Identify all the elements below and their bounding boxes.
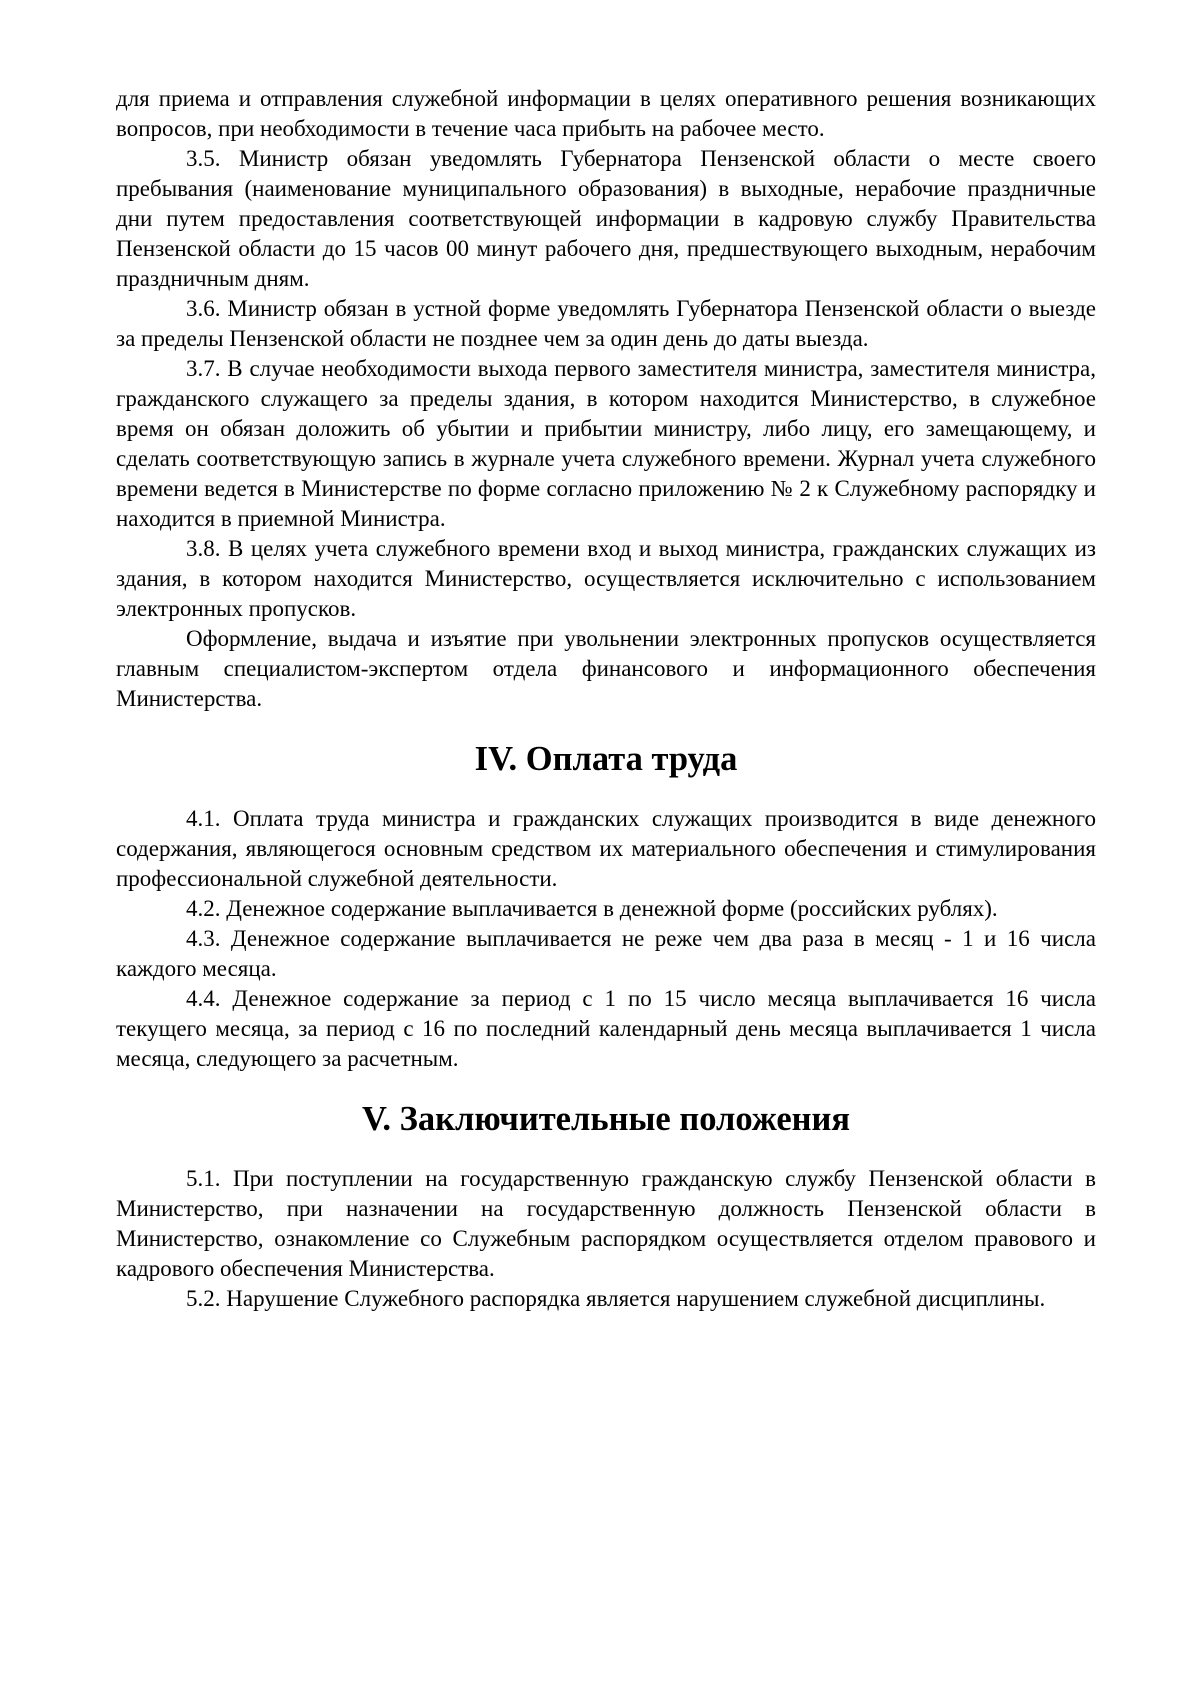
paragraph-4-3: 4.3. Денежное содержание выплачивается не реже чем два раза в месяц - 1 и 16 числа каждого месяца. bbox=[116, 926, 1096, 981]
paragraph-electronic-passes: Оформление, выдача и изъятие при увольнении электронных пропусков осуществляется главным специалистом-экспертом отдела финансового и информационного обеспечения Министерства. bbox=[116, 626, 1096, 711]
section-5-heading: V. Заключительные положения bbox=[361, 1100, 851, 1138]
section-4-heading: IV. Оплата труда bbox=[474, 740, 738, 778]
paragraph-5-2: 5.2. Нарушение Служебного распорядка является нарушением служебной дисциплины. bbox=[186, 1286, 1046, 1311]
paragraph-3-5: 3.5. Министр обязан уведомлять Губернатора Пензенской области о месте своего пребывания (наименование муниципального образования) в выходные, нерабочие праздничные дни путем предоставления соответствующей информации в кадровую службу Правительства Пензенской области до 15 часов 00 минут рабочего дня, предшествующего выходным, нерабочим праздничным дням. bbox=[116, 146, 1096, 291]
paragraph-4-1: 4.1. Оплата труда министра и гражданских служащих производится в виде денежного содержания, являющегося основным средством их материального обеспечения и стимулирования профессиональной служебной деятельности. bbox=[116, 806, 1096, 891]
paragraph-continuation: для приема и отправления служебной информации в целях оперативного решения возникающих вопросов, при необходимости в течение часа прибыть на рабочее место. bbox=[116, 86, 1096, 141]
paragraph-5-1: 5.1. При поступлении на государственную гражданскую службу Пензенской области в Министерство, при назначении на государственную должность Пензенской области в Министерство, ознакомление со Служебным распорядком осуществляется отделом правового и кадрового обеспечения Министерства. bbox=[116, 1166, 1096, 1281]
paragraph-3-7: 3.7. В случае необходимости выхода первого заместителя министра, заместителя министра, гражданского служащего за пределы здания, в котором находится Министерство, в служебное время он обязан доложить об убытии и прибытии министру, либо лицу, его замещающему, и сделать соответствующую запись в журнале учета служебного времени. Журнал учета служебного времени ведется в Министерстве по форме согласно приложению № 2 к Служебному распорядку и находится в приемной Министра. bbox=[116, 356, 1096, 531]
paragraph-4-4: 4.4. Денежное содержание за период с 1 по 15 число месяца выплачивается 16 числа текущего месяца, за период с 16 по последний календарный день месяца выплачивается 1 числа месяца, следующего за расчетным. bbox=[116, 986, 1096, 1071]
document-page bbox=[116, 84, 1096, 1314]
paragraph-4-2: 4.2. Денежное содержание выплачивается в денежной форме (российских рублях). bbox=[186, 896, 998, 921]
paragraph-3-8: 3.8. В целях учета служебного времени вход и выход министра, гражданских служащих из здания, в котором находится Министерство, осуществляется исключительно с использованием электронных пропусков. bbox=[116, 536, 1096, 621]
paragraph-3-6: 3.6. Министр обязан в устной форме уведомлять Губернатора Пензенской области о выезде за пределы Пензенской области не позднее чем за один день до даты выезда. bbox=[116, 296, 1096, 351]
